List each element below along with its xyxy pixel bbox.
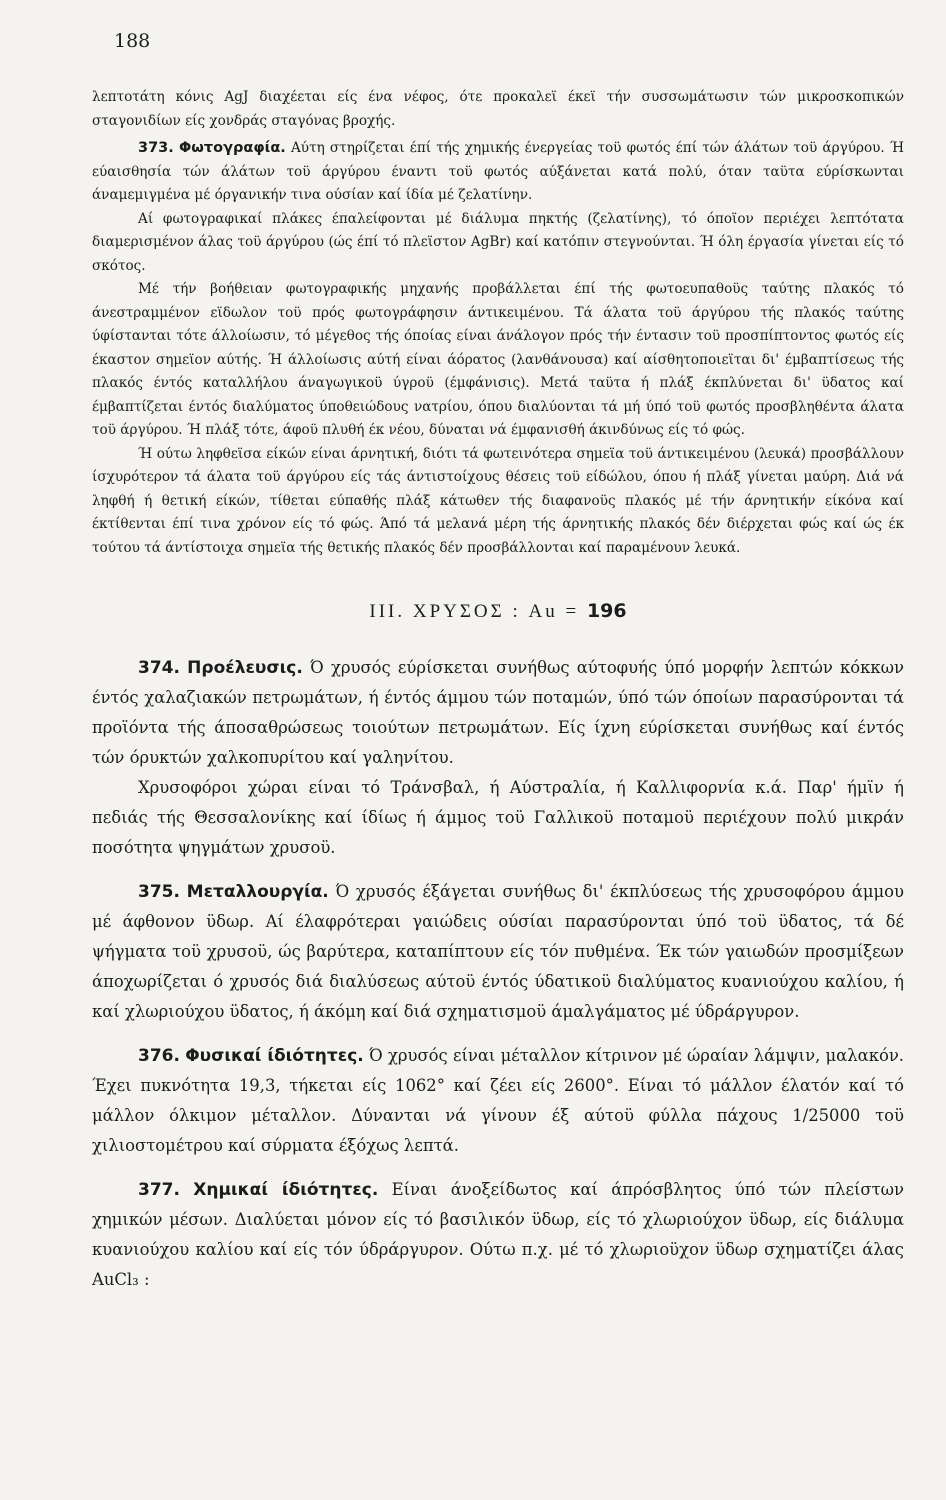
section-374-title: Προέλευσις.	[187, 658, 303, 678]
atomic-weight: 196	[586, 600, 627, 622]
page-number: 188	[114, 30, 151, 52]
section-373-number: 373.	[138, 140, 174, 156]
section-373-paragraph-4: Ή ούτω ληφθεϊσα είκών είναι άρνητική, διότι τά φωτεινότερα σημεϊα τοϋ άντικειμένου (λευκά) προσβάλλουν ίσχυρότερον τά άλατα τοϋ άργύρου είς τάς άντιστοίχους θέσεις τοϋ είδώλου, όπου ή πλάξ γίνεται μαύρη. Διά νά ληφθή ή θετική είκών, τίθεται εύπαθής πλάξ κάτωθεν τής διαφανοϋς πλακός μέ τήν άρνητικήν είκόνα καί έκτίθενται έπί τινα χρόνον είς τό φώς. Άπό τά μελανά μέρη τής άρνητικής πλακός δέν διέρχεται φώς καί ώς έκ τούτου τά άντίστοιχα σημεϊα τής θετικής πλακός δέν προσβάλλονται καί παραμένουν λευκά.	[92, 445, 904, 556]
section-375-number: 375.	[138, 882, 180, 902]
section-373-paragraph-3: Μέ τήν βοήθειαν φωτογραφικής μηχανής προβάλλεται έπί τής φωτοευπαθοϋς ταύτης πλακός τό άνεστραμμένον εϊδωλον τοϋ πρός φωτογράφησιν άντικειμένου. Τά άλατα τοϋ άργύρου τής πλακός ταύτης ύφίστανται τότε άλλοίωσιν, τό μέγεθος τής όποίας είναι άνάλογον πρός τήν έντασιν τοϋ προσπίπτοντος φωτός είς έκαστον σημεϊον αύτής. Ή άλλοίωσις αύτή είναι άόρατος (λανθάνουσα) καί αίσθητοποιεϊται δι' έμβαπτίσεως τής πλακός έντός καταλλήλου άναγωγικοϋ ύγροϋ (έμφάνισις). Μετά ταϋτα ή πλάξ έκπλύνεται δι' ϋδατος καί έμβαπτίζεται έντός διαλύματος ύποθειώδους νατρίου, όπου διαλύονται τά μή ύπό τοϋ φωτός προσβληθέντα άλατα τοϋ άργύρου. Ή πλάξ τότε, άφοϋ πλυθή έκ νέου, δύναται νά έμφανισθή άκινδύνως είς τό φώς.	[92, 281, 904, 438]
chapter-heading	[92, 600, 904, 623]
section-374-paragraph-1	[92, 653, 904, 773]
chapter-label: III. ΧΡΥΣΟΣ : Au	[369, 601, 558, 622]
intro-paragraph: λεπτοτάτη κόνις AgJ διαχέεται είς ένα νέφος, ότε προκαλεϊ έκεϊ τήν συσσωμάτωσιν τών μικροσκοπικών σταγονιδίων είς χονδράς σταγόνας βροχής.	[92, 89, 904, 129]
section-373-paragraph-2: Αί φωτογραφικαί πλάκες έπαλείφονται μέ διάλυμα πηκτής (ζελατίνης), τό όποϊον περιέχει λεπτότατα διαμερισμένον άλας τοϋ άργύρου (ώς έπί τό πλεϊστον AgBr) καί κατόπιν στεγνούνται. Ή όλη έργασία γίνεται είς τό σκότος.	[92, 210, 904, 274]
section-374-number: 374.	[138, 658, 180, 678]
section-376-paragraph-1	[92, 1041, 904, 1161]
section-373-title: Φωτογραφία.	[178, 140, 286, 156]
section-376-text-1: Ό χρυσός είναι μέταλλον κίτρινον μέ ώραίαν λάμψιν, μαλακόν. Έχει πυκνότητα 19,3, τήκεται είς 1062° καί ζέει είς 2600°. Είναι τό μάλλον έλατόν καί τό μάλλον όλκιμον μέταλλον. Δύνανται νά γίνουν έξ αύτοϋ φύλλα πάχους 1/25000 τοϋ χιλιοστομέτρου καί σύρματα έξόχως λεπτά.	[92, 1046, 904, 1155]
section-375-title: Μεταλλουργία.	[186, 882, 329, 902]
section-377-paragraph-1	[92, 1175, 904, 1295]
section-375-text-1: Ό χρυσός έξάγεται συνήθως δι' έκπλύσεως τής χρυσοφόρου άμμου μέ άφθονον ϋδωρ. Αί έλαφρότεραι γαιώδεις ούσίαι παρασύρονται ύπό τοϋ ϋδατος, τά δέ ψήγματα τοϋ χρυσοϋ, ώς βαρύτερα, καταπίπτουν είς τόν πυθμένα. Έκ τών γαιωδών προσμίξεων άποχωρίζεται ό χρυσός διά διαλύσεως αύτοϋ έντός ύδατικοϋ διαλύματος κυανιούχου καλίου, ή καί χλωριούχου ϋδατος, ή άκόμη καί διά σχηματισμοϋ άμαλγάματος μέ ύδράργυρον.	[92, 882, 904, 1021]
section-376-title: Φυσικαί ίδιότητες.	[185, 1046, 364, 1066]
section-374-paragraph-2: Χρυσοφόροι χώραι είναι τό Τράνσβαλ, ή Αύστραλία, ή Καλλιφορνία κ.ά. Παρ' ήμϊν ή πεδιάς τής Θεσσαλονίκης καί ίδίως ή άμμος τοϋ Γαλλικοϋ ποταμοϋ περιέχουν πολύ μικράν ποσότητα ψηγμάτων χρυσοϋ.	[92, 778, 904, 857]
section-373-paragraph-1	[92, 137, 904, 208]
section-373-text-1: Αύτη στηρίζεται έπί τής χημικής ένεργείας τοϋ φωτός έπί τών άλάτων τοϋ άργύρου. Ή εύαισθησία τών άλάτων τοϋ άργύρου έναντι τοϋ φωτός αύξάνεται κατά πολύ, όταν ταϋτα εύρίσκωνται άναμεμιγμένα μέ όργανικήν τινα ούσίαν καί ίδία μέ ζελατίνην.	[92, 140, 905, 203]
section-377-title: Χημικαί ίδιότητες.	[193, 1180, 379, 1200]
section-377-number: 377.	[138, 1180, 180, 1200]
section-375-paragraph-1	[92, 877, 904, 1027]
section-377-text-1: Είναι άνοξείδωτος καί άπρόσβλητος ύπό τών πλείστων χημικών μέσων. Διαλύεται μόνον είς τό βασιλικόν ϋδωρ, είς τό χλωριούχον ϋδωρ, είς διάλυμα κυανιούχου καλίου καί είς τόν ύδράργυρον. Ούτω π.χ. μέ τό χλωριοϋχον ϋδωρ σχηματίζει άλας AuCl₃ :	[92, 1180, 905, 1289]
chapter-equals: =	[557, 601, 587, 622]
section-376-number: 376.	[138, 1046, 180, 1066]
section-374-text-1: Ό χρυσός εύρίσκεται συνήθως αύτοφυής ύπό μορφήν λεπτών κόκκων έντός χαλαζιακών πετρωμάτων, ή έντός άμμου τών ποταμών, ύπό τών όποίων παρασύρονται τά προϊόντα τής άποσαθρώσεως τοιούτων πετρωμάτων. Είς ίχνη εύρίσκεται συνήθως καί έντός τών όρυκτών χαλκοπυρίτου καί γαληνίτου.	[92, 658, 904, 767]
